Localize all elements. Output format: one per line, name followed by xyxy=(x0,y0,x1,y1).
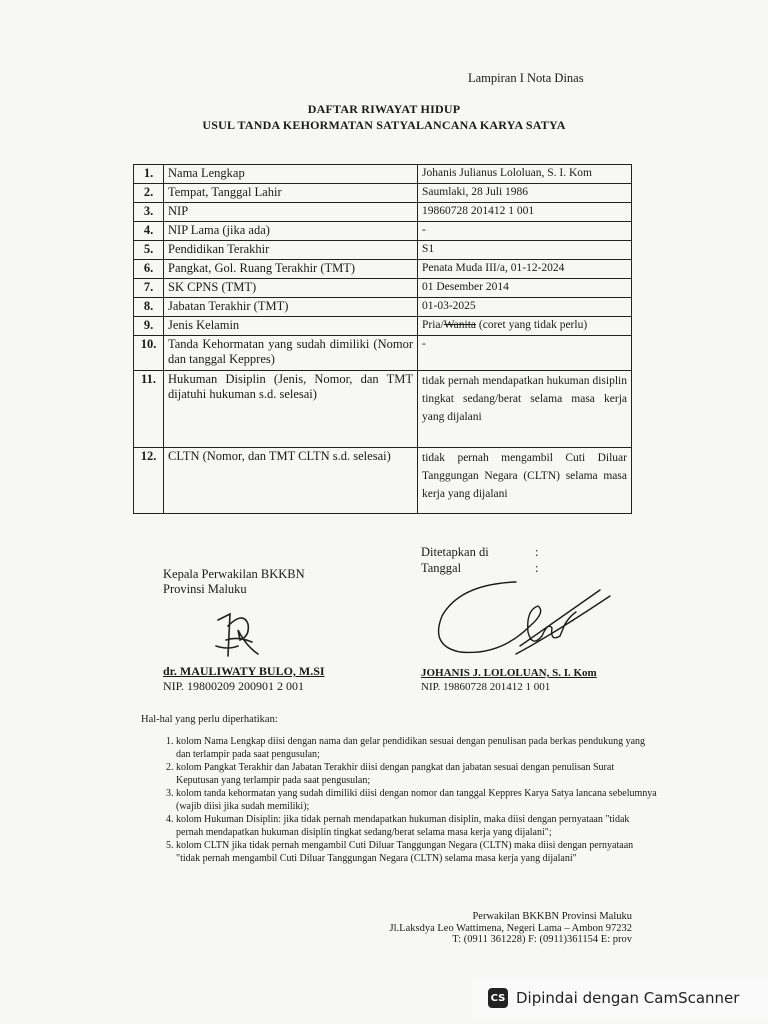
row-number: 12. xyxy=(134,448,164,514)
row-label: CLTN (Nomor, dan TMT CLTN s.d. selesai) xyxy=(164,448,418,514)
list-item: 5. kolom CLTN jika tidak pernah mengambil Cuti Diluar Tanggungan Negara (CLTN) maka diisi dengan pernyataan "tidak pernah mengambil Cuti Diluar Tanggungan Negara (CLTN) selama masa kerja yang dijalani" xyxy=(176,840,658,865)
table-row xyxy=(134,279,632,298)
list-item: 4. kolom Hukuman Disiplin: jika tidak pernah mendapatkan hukuman disiplin, maka diisi dengan pernyataan "tidak pernah mendapatkan hukuman disiplin tingkat sedang/berat selama masa kerja yang dijalani"; xyxy=(176,814,658,839)
signature-left xyxy=(208,606,268,664)
row-label: Pendidikan Terakhir xyxy=(164,241,418,260)
camscanner-text: Dipindai dengan CamScanner xyxy=(516,989,740,1007)
colon: : xyxy=(535,561,539,575)
row-value: - xyxy=(418,336,632,371)
row-number: 10. xyxy=(134,336,164,371)
row-number: 1. xyxy=(134,165,164,184)
right-signatory-name: JOHANIS J. LOLOLUAN, S. I. Kom xyxy=(421,667,597,679)
table-row xyxy=(134,241,632,260)
row-value: Saumlaki, 28 Juli 1986 xyxy=(418,184,632,203)
table-row xyxy=(134,165,632,184)
document-title: DAFTAR RIWAYAT HIDUP xyxy=(307,102,461,116)
table-row xyxy=(134,222,632,241)
table-row xyxy=(134,448,632,514)
row-label: Jenis Kelamin xyxy=(164,317,418,336)
row-label: Tempat, Tanggal Lahir xyxy=(164,184,418,203)
row-label: NIP Lama (jika ada) xyxy=(164,222,418,241)
row-number: 9. xyxy=(134,317,164,336)
row-label: Nama Lengkap xyxy=(164,165,418,184)
footer-contact: T: (0911 361228) F: (0911)361154 E: prov xyxy=(452,934,632,945)
footer-address xyxy=(390,911,632,946)
row-value: 01-03-2025 xyxy=(418,298,632,317)
kepala-province: Provinsi Maluku xyxy=(163,582,247,596)
row-label: Jabatan Terakhir (TMT) xyxy=(164,298,418,317)
row-number: 8. xyxy=(134,298,164,317)
row-value: - xyxy=(418,222,632,241)
notes-title: Hal-hal yang perlu diperhatikan: xyxy=(141,714,278,725)
footer-street: Jl.Laksdya Leo Wattimena, Negeri Lama – Ambon 97232 xyxy=(389,922,632,934)
camscanner-logo-icon: CS xyxy=(488,988,508,1008)
list-item: 3. kolom tanda kehormatan yang sudah dimiliki diisi dengan nomor dan tanggal Keppres Karya Satya lancana sebelumnya (wajib diisi jika sudah memiliki); xyxy=(176,788,658,813)
kepala-title: Kepala Perwakilan BKKBN xyxy=(163,567,305,581)
gender-wanita-struck: Wanita xyxy=(443,319,477,331)
row-label: SK CPNS (TMT) xyxy=(164,279,418,298)
row-value: Penata Muda III/a, 01-12-2024 xyxy=(418,260,632,279)
left-signatory-name: dr. MAULIWATY BULO, M.SI xyxy=(163,664,325,678)
row-value: 01 Desember 2014 xyxy=(418,279,632,298)
row-value: Johanis Julianus Lololuan, S. I. Kom xyxy=(418,165,632,184)
kepala-block xyxy=(163,567,305,597)
document-subtitle: USUL TANDA KEHORMATAN SATYALANCANA KARYA SATYA xyxy=(202,118,566,132)
table-row xyxy=(134,184,632,203)
row-value: 19860728 201412 1 001 xyxy=(418,203,632,222)
table-row xyxy=(134,260,632,279)
gender-pria: Pria/ xyxy=(422,319,444,331)
list-item: 1. kolom Nama Lengkap diisi dengan nama dan gelar pendidikan sesuai dengan penulisan pada berkas pendukung yang dan terlampir pada saat pengusulan; xyxy=(176,736,658,761)
row-number: 7. xyxy=(134,279,164,298)
riwayat-hidup-table xyxy=(133,164,632,514)
gender-note: (coret yang tidak perlu) xyxy=(476,319,588,331)
row-label: Tanda Kehormatan yang sudah dimiliki (Nomor dan tanggal Keppres) xyxy=(164,336,418,371)
row-value: tidak pernah mengambil Cuti Diluar Tanggungan Negara (CLTN) selama masa kerja yang dijalani xyxy=(418,448,632,514)
lampiran-label: Lampiran I Nota Dinas xyxy=(468,71,584,85)
row-label: Pangkat, Gol. Ruang Terakhir (TMT) xyxy=(164,260,418,279)
row-number: 6. xyxy=(134,260,164,279)
row-value: tidak pernah mendapatkan hukuman disiplin tingkat sedang/berat selama masa kerja yang dijalani xyxy=(418,371,632,448)
row-value: S1 xyxy=(418,241,632,260)
tanggal-label: Tanggal xyxy=(421,561,462,575)
left-signatory-nip: NIP. 19800209 200901 2 001 xyxy=(163,679,305,693)
table-row xyxy=(134,317,632,336)
colon: : xyxy=(535,545,539,559)
row-label: NIP xyxy=(164,203,418,222)
table-row xyxy=(134,336,632,371)
row-number: 2. xyxy=(134,184,164,203)
list-item: 2. kolom Pangkat Terakhir dan Jabatan Terakhir diisi dengan pangkat dan jabatan sesuai dengan penulisan Surat Keputusan yang terlampir pada saat pengusulan; xyxy=(176,762,658,787)
table-row xyxy=(134,203,632,222)
signature-right xyxy=(420,576,620,666)
camscanner-watermark xyxy=(472,978,768,1018)
row-number: 11. xyxy=(134,371,164,448)
row-label: Hukuman Disiplin (Jenis, Nomor, dan TMT dijatuhi hukuman s.d. selesai) xyxy=(164,371,418,448)
ditetapkan-block xyxy=(421,544,538,576)
row-value xyxy=(418,317,632,336)
row-number: 4. xyxy=(134,222,164,241)
footer-office: Perwakilan BKKBN Provinsi Maluku xyxy=(472,911,632,922)
right-signatory-nip: NIP. 19860728 201412 1 001 xyxy=(421,681,551,693)
notes-list xyxy=(150,736,658,866)
row-number: 3. xyxy=(134,203,164,222)
ditetapkan-label: Ditetapkan di xyxy=(421,545,489,559)
row-number: 5. xyxy=(134,241,164,260)
table-row xyxy=(134,298,632,317)
table-row xyxy=(134,371,632,448)
